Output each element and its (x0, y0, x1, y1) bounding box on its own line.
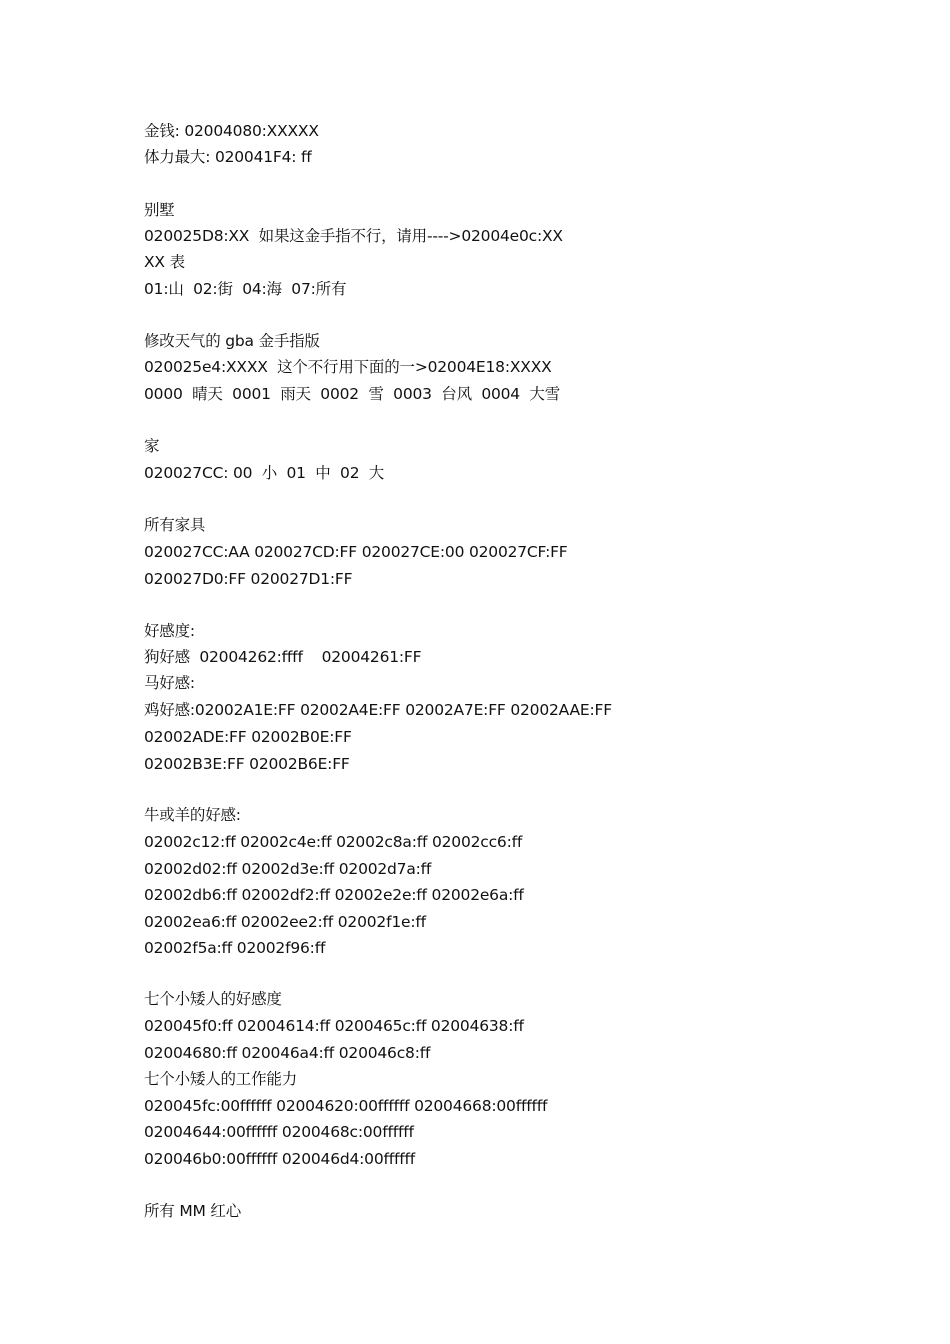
text-line: 0000 晴天 0001 雨天 0002 雪 0003 台风 0004 大雪 (144, 385, 561, 403)
text-line: 020046b0:00ffffff 020046d4:00ffffff (144, 1150, 416, 1168)
section-heading: 七个小矮人的好感度 (144, 990, 282, 1008)
section-heading: 所有 MM 红心 (144, 1202, 242, 1220)
text-line: 020025e4:XXXX 这个不行用下面的一>02004E18:XXXX (144, 358, 552, 376)
text-line: 02002f5a:ff 02002f96:ff (144, 939, 326, 957)
text-line: 狗好感 02004262:ffff 02004261:FF (144, 648, 422, 666)
text-line: 020027CC: 00 小 01 中 02 大 (144, 464, 385, 482)
text-line: 01:山 02:街 04:海 07:所有 (144, 280, 347, 298)
text-line: 02002ADE:FF 02002B0E:FF (144, 728, 352, 746)
text-line: XX 表 (144, 253, 185, 271)
section-heading: 别墅 (144, 201, 175, 219)
text-line: 02002B3E:FF 02002B6E:FF (144, 755, 350, 773)
text-line: 02002d02:ff 02002d3e:ff 02002d7a:ff (144, 860, 432, 878)
text-line: 02004680:ff 020046a4:ff 020046c8:ff (144, 1044, 431, 1062)
text-line: 02004644:00ffffff 0200468c:00ffffff (144, 1123, 414, 1141)
text-line: 020045f0:ff 02004614:ff 0200465c:ff 02004638:ff (144, 1017, 524, 1035)
text-line: 02002ea6:ff 02002ee2:ff 02002f1e:ff (144, 913, 426, 931)
text-line: 金钱: 02004080:XXXXX (144, 122, 319, 140)
text-line: 020025D8:XX 如果这金手指不行，请用---->02004e0c:XX (144, 227, 563, 245)
section-heading: 所有家具 (144, 516, 206, 534)
text-line: 马好感: (144, 674, 195, 692)
text-line: 020045fc:00ffffff 02004620:00ffffff 02004668:00ffffff (144, 1097, 548, 1115)
text-line: 02002c12:ff 02002c4e:ff 02002c8a:ff 02002cc6:ff (144, 833, 523, 851)
section-heading: 牛或羊的好感: (144, 806, 241, 824)
text-line: 体力最大: 020041F4: ff (144, 148, 312, 166)
text-line: 020027CC:AA 020027CD:FF 020027CE:00 020027CF:FF (144, 543, 568, 561)
section-heading: 好感度: (144, 622, 195, 640)
section-heading: 家 (144, 437, 160, 455)
text-line: 02002db6:ff 02002df2:ff 02002e2e:ff 02002e6a:ff (144, 886, 524, 904)
section-heading: 七个小矮人的工作能力 (144, 1070, 298, 1088)
text-line: 020027D0:FF 020027D1:FF (144, 570, 353, 588)
text-line: 鸡好感:02002A1E:FF 02002A4E:FF 02002A7E:FF 02002AAE:FF (144, 701, 612, 719)
section-heading: 修改天气的 gba 金手指版 (144, 332, 320, 350)
